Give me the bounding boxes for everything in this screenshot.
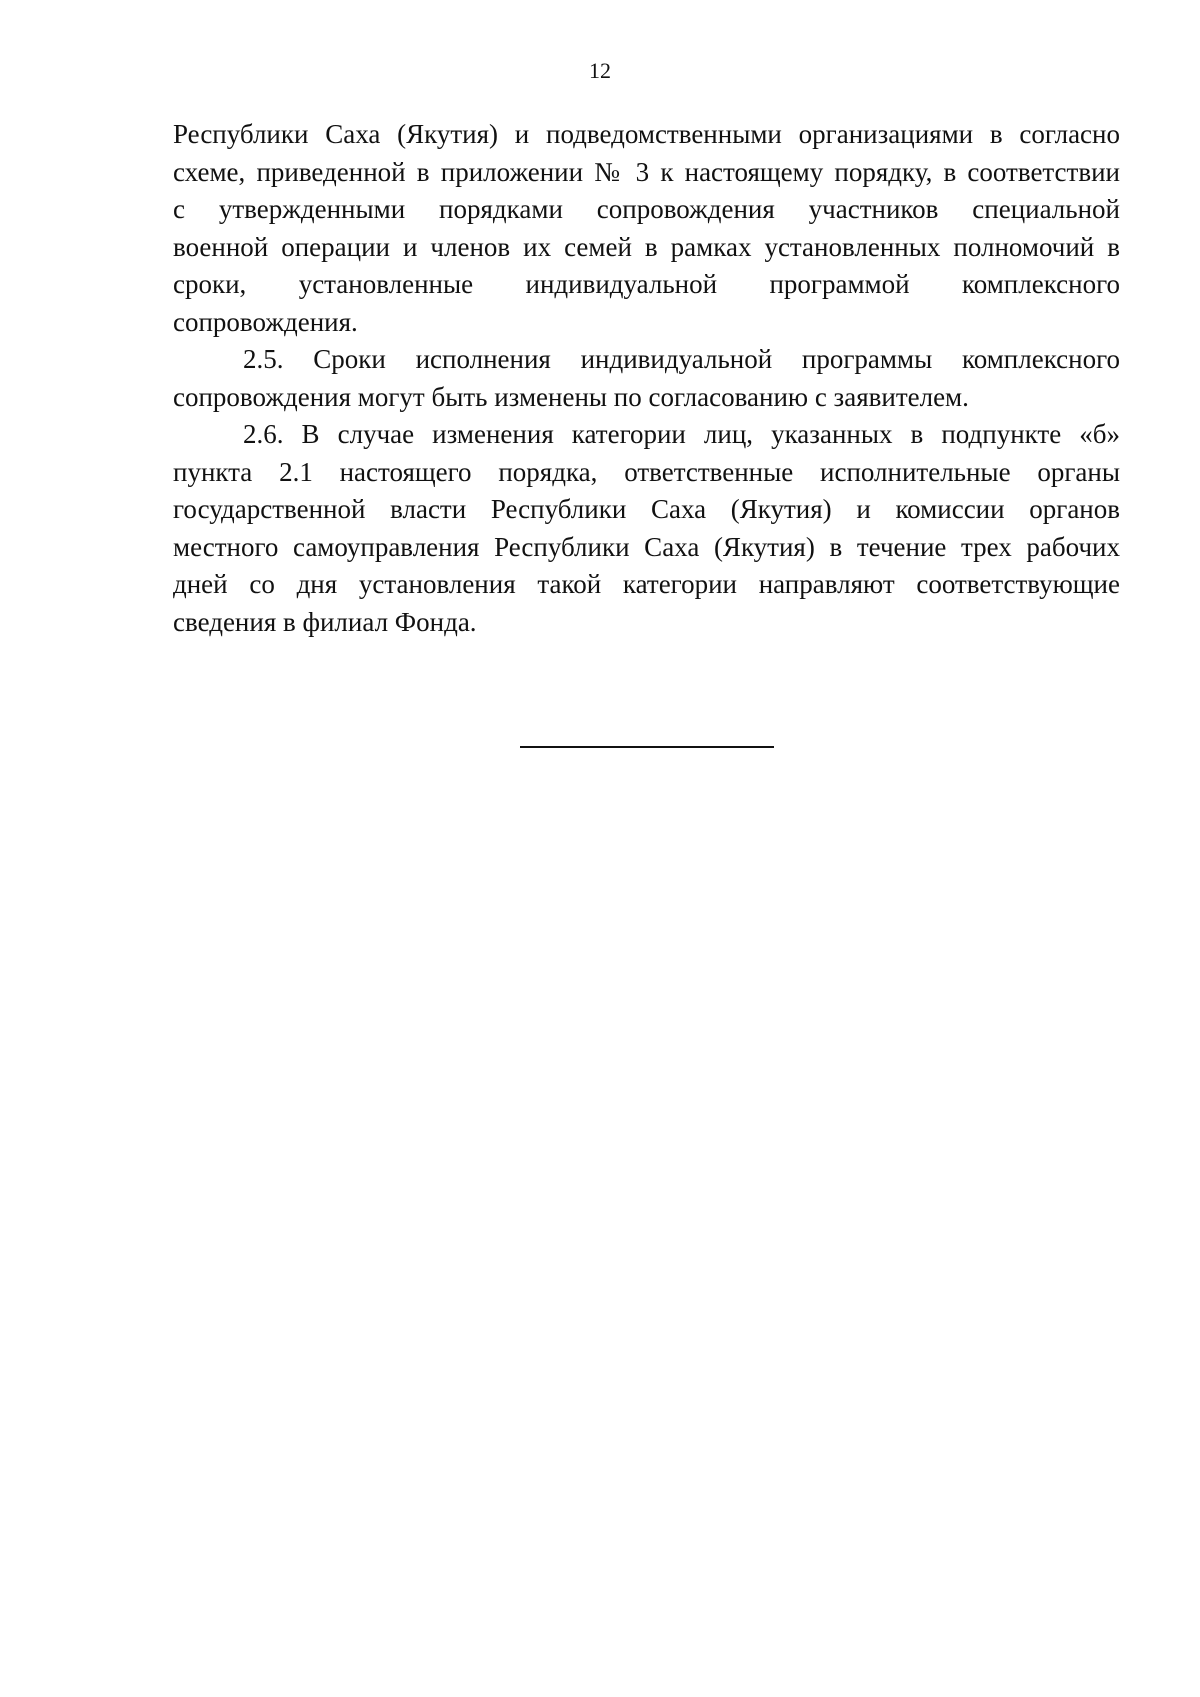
- text-line: сроки, установленные индивидуальной программой комплексного: [173, 269, 1120, 299]
- paragraph-clause-2-5: [173, 341, 1120, 416]
- end-divider: [520, 746, 774, 748]
- text-line: местного самоуправления Республики Саха (Якутия) в течение трех рабочих: [173, 531, 1120, 562]
- text-line: сопровождения.: [173, 306, 358, 337]
- text-line: сведения в филиал Фонда.: [173, 606, 477, 637]
- text-line: сопровождения могут быть изменены по согласованию с заявителем.: [173, 381, 969, 412]
- text-line: Республики Саха (Якутия) и подведомственными организациями в согласно: [173, 119, 1120, 149]
- text-line: 2.5. Сроки исполнения индивидуальной программы комплексного: [243, 344, 1120, 374]
- text-line: схеме, приведенной в приложении № 3 к настоящему порядку, в соответствии: [173, 156, 1120, 187]
- text-line: военной операции и членов их семей в рамках установленных полномочий в: [173, 231, 1120, 262]
- document-body: [173, 116, 1120, 641]
- text-line: с утвержденными порядками сопровождения участников специальной: [173, 194, 1120, 224]
- text-line: пункта 2.1 настоящего порядка, ответственные исполнительные органы: [173, 456, 1120, 487]
- text-line: государственной власти Республики Саха (Якутия) и комиссии органов: [173, 494, 1120, 524]
- page-number: 12: [589, 58, 611, 83]
- paragraph-continuation: [173, 116, 1120, 341]
- text-line: 2.6. В случае изменения категории лиц, указанных в подпункте «б»: [243, 419, 1120, 449]
- text-line: дней со дня установления такой категории направляют соответствующие: [173, 569, 1120, 599]
- paragraph-clause-2-6: [173, 416, 1120, 641]
